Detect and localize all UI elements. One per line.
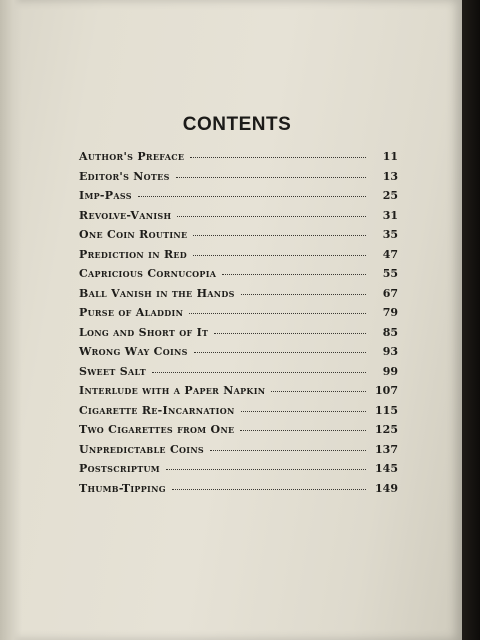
toc-entry <box>79 189 398 209</box>
toc-entry-page: 55 <box>382 267 398 280</box>
toc-leader-dots <box>241 293 366 295</box>
toc-entry-page: 13 <box>382 169 398 183</box>
toc-leader-dots <box>193 254 366 256</box>
toc-entry-title: Revolve-Vanish <box>79 208 172 222</box>
toc-entry-title: Ball Vanish in the Hands <box>79 286 235 300</box>
toc-entry <box>79 404 398 424</box>
toc-entry-page: 149 <box>375 481 398 495</box>
toc-entry <box>79 365 398 385</box>
toc-leader-dots <box>138 195 366 197</box>
toc-entry <box>79 345 398 365</box>
toc-leader-dots <box>172 488 366 490</box>
toc-entry-page: 35 <box>382 228 398 241</box>
toc-leader-dots <box>240 429 366 431</box>
toc-leader-dots <box>194 351 366 353</box>
toc-entry-title: Editor's Notes <box>79 169 170 183</box>
toc-entry-page: 93 <box>382 345 398 358</box>
toc-entry-page: 11 <box>382 150 398 163</box>
toc-leader-dots <box>222 273 366 275</box>
toc-entry-title: Prediction in Red <box>79 247 188 261</box>
toc-entry-page: 115 <box>375 403 398 417</box>
toc-leader-dots <box>190 156 366 158</box>
toc-entry-page: 47 <box>382 247 398 261</box>
toc-entry <box>79 228 398 248</box>
toc-entry-title: Long and Short of It <box>79 325 209 339</box>
toc-entry-page: 25 <box>382 189 398 202</box>
toc-entry <box>79 443 398 463</box>
toc-entry-page: 125 <box>375 423 398 436</box>
toc-leader-dots <box>166 468 366 470</box>
toc-leader-dots <box>210 449 366 451</box>
page-gutter <box>0 0 22 640</box>
toc-entry <box>79 306 398 326</box>
toc-entry <box>79 384 398 404</box>
toc-entry <box>79 209 398 229</box>
toc-leader-dots <box>176 176 366 178</box>
toc-entry <box>79 462 398 482</box>
toc-leader-dots <box>271 390 366 392</box>
toc-entry-page: 107 <box>375 384 398 397</box>
toc-entry-page: 85 <box>382 325 398 339</box>
toc-entry-title: Purse of Aladdin <box>79 306 184 319</box>
toc-leader-dots <box>214 332 366 334</box>
toc-leader-dots <box>241 410 366 412</box>
toc-entry-page: 31 <box>382 208 398 222</box>
toc-entry-title: Two Cigarettes from One <box>79 423 235 436</box>
toc-entry-title: Imp-Pass <box>79 189 132 202</box>
toc-entry <box>79 326 398 346</box>
toc-entry-page: 79 <box>382 306 398 319</box>
toc-entry <box>79 287 398 307</box>
toc-entry-title: One Coin Routine <box>79 228 188 241</box>
toc-entry <box>79 482 398 502</box>
toc-entry-page: 99 <box>382 364 398 378</box>
toc-entry-title: Author's Preface <box>79 150 185 163</box>
toc-entry-title: Thumb-Tipping <box>79 481 166 495</box>
toc-entry-title: Unpredictable Coins <box>79 442 205 456</box>
toc-entry <box>79 150 398 170</box>
toc-leader-dots <box>177 215 366 217</box>
toc-entry <box>79 170 398 190</box>
toc-entry-page: 145 <box>375 462 398 475</box>
toc-leader-dots <box>152 371 366 373</box>
toc-leader-dots <box>193 234 366 236</box>
toc-entry <box>79 267 398 287</box>
toc-entry-page: 67 <box>382 286 398 300</box>
table-of-contents <box>79 150 398 510</box>
toc-entry-page: 137 <box>375 442 398 456</box>
toc-leader-dots <box>189 312 366 314</box>
toc-entry-title: Sweet Salt <box>79 364 146 378</box>
toc-entry-title: Capricious Cornucopia <box>79 267 217 280</box>
toc-entry <box>79 248 398 268</box>
toc-entry <box>79 423 398 443</box>
toc-entry-title: Interlude with a Paper Napkin <box>79 384 266 397</box>
toc-entry-title: Postscriptum <box>79 462 160 475</box>
toc-entry-title: Cigarette Re-Incarnation <box>79 403 235 417</box>
contents-heading: CONTENTS <box>182 114 292 135</box>
toc-entry-title: Wrong Way Coins <box>79 345 188 358</box>
